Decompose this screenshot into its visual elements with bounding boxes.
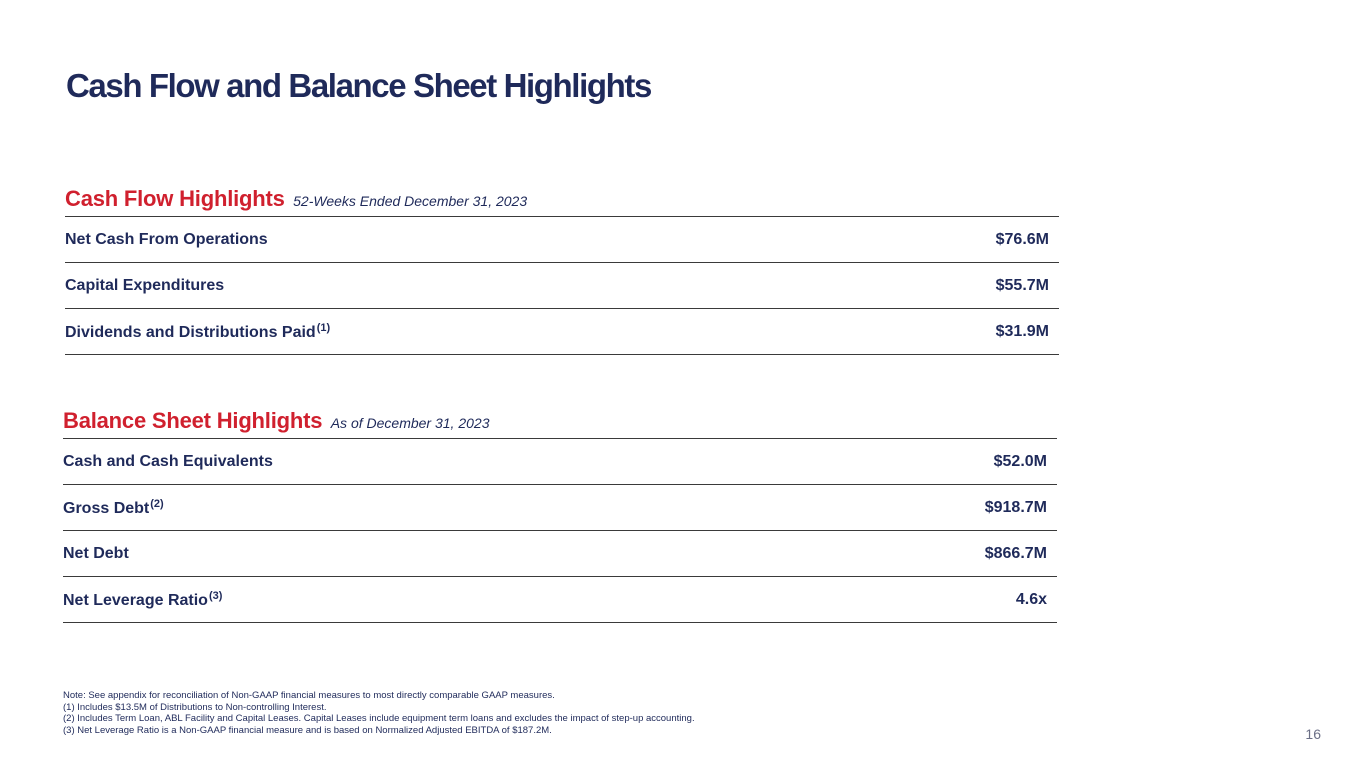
- balance-sheet-subtitle: As of December 31, 2023: [330, 415, 490, 431]
- row-label: Gross Debt$^{(2)}$: [63, 497, 164, 517]
- row-value: $31.9M: [995, 322, 1049, 340]
- table-row: [63, 485, 1057, 531]
- page-title: Cash Flow and Balance Sheet Highlights: [66, 67, 651, 104]
- footnote-marker: (2): [150, 497, 164, 510]
- footnote-line: (3) Net Leverage Ratio is a Non-GAAP financial measure and is based on Normalized Adjusted EBITDA of $187.2M.: [63, 724, 552, 736]
- table-row: [63, 531, 1057, 577]
- row-label: Cash and Cash Equivalents: [63, 452, 273, 470]
- footnote-marker: (3): [208, 589, 223, 602]
- footnote-line: (1) Includes $13.5M of Distributions to Non-controlling Interest.: [63, 701, 327, 713]
- row-label: Net Leverage Ratio$^{(3)}$: [63, 589, 223, 609]
- footnotes: [63, 690, 695, 736]
- row-label: Dividends and Distributions Paid$^{(1)}$: [65, 321, 331, 341]
- page-number: 16: [1305, 726, 1321, 742]
- cash-flow-title: Cash Flow Highlights: [65, 186, 285, 211]
- table-row: [63, 577, 1057, 623]
- row-value: $55.7M: [995, 276, 1049, 294]
- table-row: [65, 217, 1059, 263]
- balance-sheet-title: Balance Sheet Highlights: [63, 408, 323, 433]
- table-row: [65, 263, 1059, 309]
- table-row: [65, 309, 1059, 355]
- balance-sheet-header: [63, 404, 1057, 439]
- footnote-marker: (1): [316, 321, 331, 334]
- table-row: [63, 439, 1057, 485]
- row-value: $76.6M: [995, 230, 1049, 248]
- cash-flow-section: [65, 182, 1059, 355]
- row-value: $918.7M: [984, 498, 1047, 516]
- row-label: Capital Expenditures: [65, 276, 225, 294]
- cash-flow-header: [65, 182, 1059, 217]
- row-value: $52.0M: [993, 452, 1047, 470]
- footnote-line: Note: See appendix for reconciliation of Non-GAAP financial measures to most directly comparable GAAP measures.: [63, 690, 555, 701]
- cash-flow-subtitle: 52-Weeks Ended December 31, 2023: [293, 193, 528, 209]
- footnote-line: (2) Includes Term Loan, ABL Facility and Capital Leases. Capital Leases include equipment term loans and excludes the impact of step-up accounting.: [63, 713, 695, 724]
- balance-sheet-section: [63, 404, 1057, 623]
- row-value: 4.6x: [1015, 590, 1047, 608]
- row-label: Net Debt: [63, 544, 129, 562]
- row-value: $866.7M: [984, 544, 1047, 562]
- row-label: Net Cash From Operations: [65, 230, 268, 248]
